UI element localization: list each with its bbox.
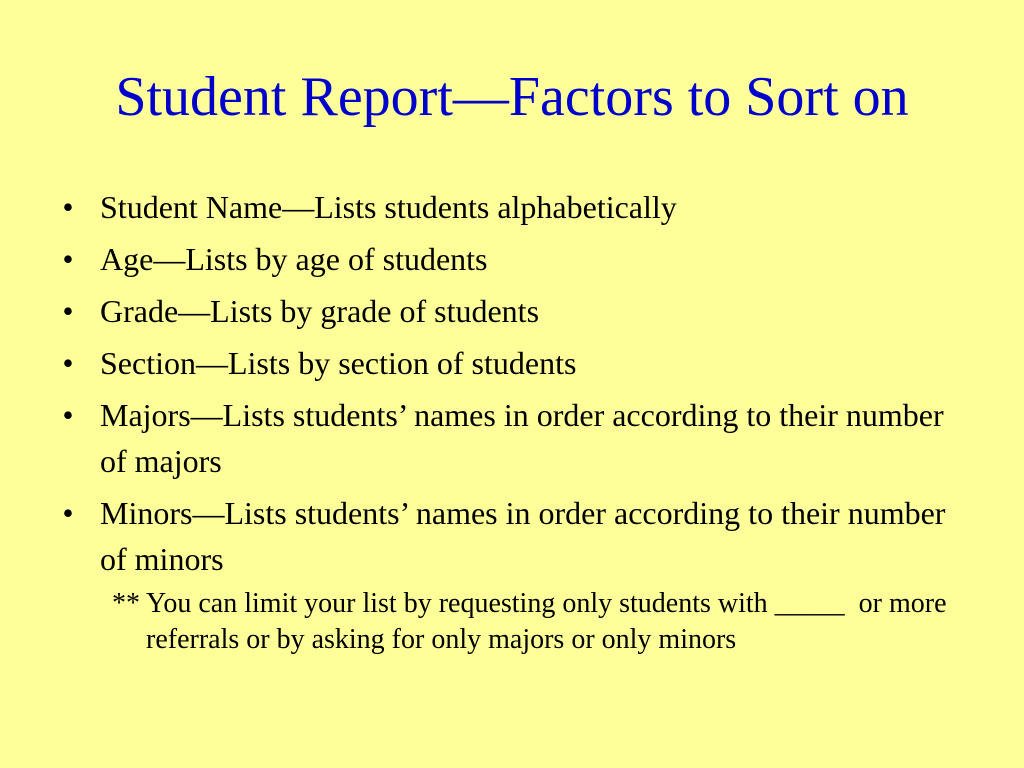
bullet-icon: • [62, 495, 74, 531]
slide-title: Student Report—Factors to Sort on [115, 66, 909, 128]
bullet-icon: • [62, 345, 74, 381]
bullet-text: Majors—Lists students’ names in order according to their number of majors [100, 397, 944, 479]
bullet-item-minors [58, 490, 958, 582]
bullet-text: Student Name—Lists students alphabetically [100, 189, 677, 225]
bullet-item-age [58, 236, 958, 282]
bullet-text: Section—Lists by section of students [100, 345, 577, 381]
bullet-item-grade [58, 288, 958, 334]
bullet-icon: • [62, 189, 74, 225]
bullet-icon: • [62, 293, 74, 329]
bullet-list [58, 184, 958, 588]
bullet-item-majors [58, 392, 958, 484]
bullet-icon: • [62, 241, 74, 277]
bullet-text: Age—Lists by age of students [100, 241, 488, 277]
bullet-icon: • [62, 397, 74, 433]
bullet-item-section [58, 340, 958, 386]
note-text: ** You can limit your list by requesting only students with _____ or more referrals or by asking for only majors or only minors [112, 588, 954, 655]
bullet-text: Minors—Lists students’ names in order according to their number of minors [100, 495, 946, 577]
bullet-item-student-name [58, 184, 958, 230]
bullet-text: Grade—Lists by grade of students [100, 293, 540, 329]
